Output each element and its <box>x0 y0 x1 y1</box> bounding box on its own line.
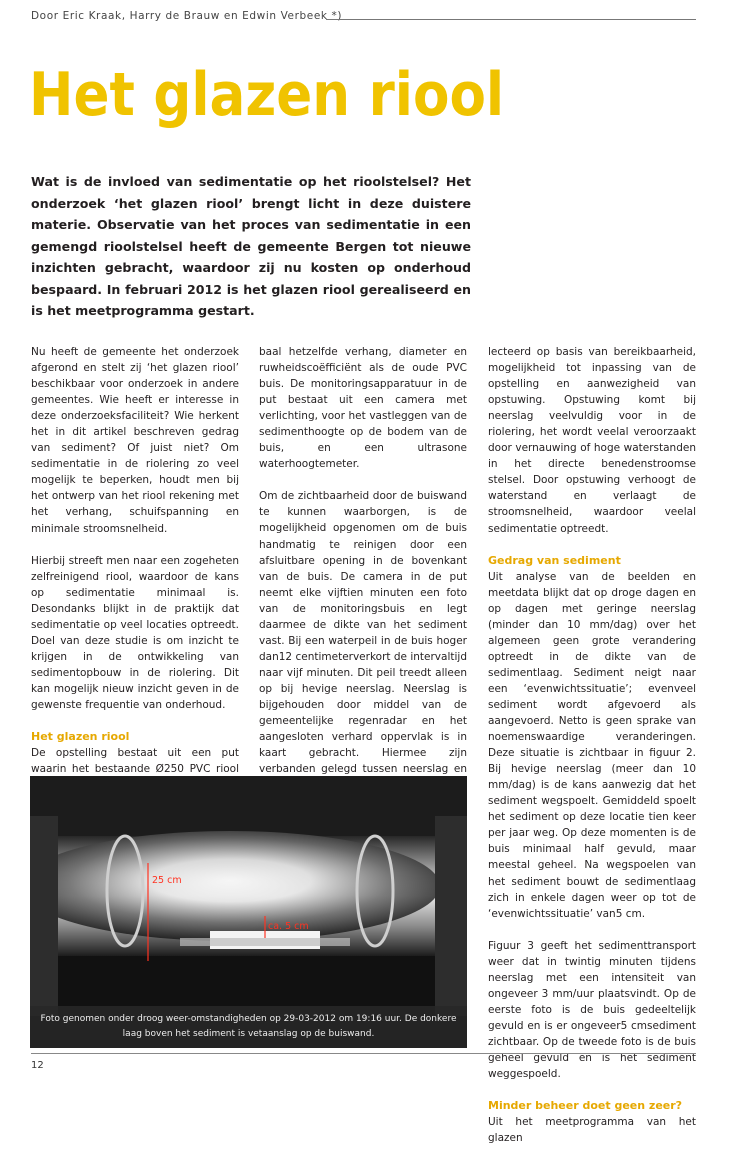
header-rule <box>326 19 696 20</box>
subheading: Minder beheer doet geen zeer? <box>488 1099 683 1113</box>
footer-rule <box>31 1053 696 1054</box>
pipe-photo <box>30 776 467 1048</box>
paragraph: Om de zichtbaarheid door de buiswand te kunnen waarborgen, is de mogelijkheid opgenomen om de buis handmatig te reinigen door een afsluitbare opening in de bovenkant van de buis. De camera in de put neemt elke vijftien minuten een foto van de monitoringsbuis en legt daarmee de dikte van het sediment vast. Bij een waterpeil in de buis hoger dan12 centimeterverkort de intervaltijd naar vijf minuten. Dit peil treedt alleen op bij hevige neerslag. Neerslag is bijgehouden door middel van de gemeentelijke regenradar en het aangesloten verhard oppervlak is in kaart gebracht. Hiermee zijn verbanden gelegd tussen neerslag en <box>259 490 467 776</box>
measurement-label-25cm: 25 cm <box>152 875 182 886</box>
page-number: 12 <box>31 1060 44 1071</box>
subheading: Gedrag van sediment <box>488 553 621 567</box>
text-column-1 <box>31 344 239 841</box>
paragraph: Uit het meetprogramma van het glazen <box>488 1116 696 1145</box>
article-title: Het glazen riool <box>29 60 505 130</box>
paragraph: Nu heeft de gemeente het onderzoek afgerond en stelt zij ‘het glazen riool’ beschikbaar voor onderzoek in andere gemeentes. Wie heeft er interesse in deze onderzoeksfaciliteit? Wie herkent het in dit artikel beschreven gedrag van sediment? Of juist niet? Om sedimentatie in de riolering zo veel mogelijk te beperken, houdt men bij het ontwerp van het riool rekening met het verhang, schuifspanning en minimale stroomsnelheid. <box>31 346 239 535</box>
article-intro: Wat is de invloed van sedimentatie op het rioolstelsel? Het onderzoek ‘het glazen riool’ brengt licht in deze duistere materie. Observatie van het proces van sedimentatie in een gemengd rioolstelsel heeft de gemeente Bergen tot nieuwe inzichten gebracht, waardoor zij nu kosten op onderhoud bespaard. In februari 2012 is het glazen riool gerealiseerd en is het meetprogramma gestart. <box>31 174 471 318</box>
paragraph: baal hetzelfde verhang, diameter en ruwheidscoëfficiënt als de oude PVC buis. De monitoringsapparatuur in de put bestaat uit een camera met verlichting, voor het vastleggen van de sedimenthoogte op de bodem van de buis, en een ultrasone waterhoogtemeter. <box>259 346 467 471</box>
author-line: Door Eric Kraak, Harry de Brauw en Edwin Verbeek *) <box>31 10 343 22</box>
paragraph: Figuur 3 geeft het sedimenttransport weer dat in twintig minuten tijdens neerslag met een intensiteit van ongeveer 3 mm/uur plaatsvindt. Op de eerste foto is de buis gedeeltelijk gevuld en is er ongeveer5 cmsediment zichtbaar. Op de tweede foto is de buis geheel gevuld en is het sediment weggespoeld. <box>488 939 696 1081</box>
paragraph: Hierbij streeft men naar een zogeheten zelfreinigend riool, waardoor de kans op sedimentatie minimaal is. Desondanks blijkt in de praktijk dat sedimentatie op veel locaties optreedt. Doel van deze studie is om inzicht te krijgen in de ontwikkeling van sedimentopbouw in de riolering. Dit kan mogelijk nieuw inzicht geven in de gewenste frequentie van onderhoud. <box>31 554 239 711</box>
paragraph: lecteerd op basis van bereikbaarheid, mogelijkheid tot inpassing van de opstelling en aanwezigheid van opstuwing. Opstuwing komt bij neerslag veelvuldig voor in de riolering, het wordt veelal veroorzaakt door vernauwing of hoge waterstanden in het directe benedenstroomse stelsel. Door opstuwing verhoogt de waterstand en verlaagt de stroomsnelheid, waardoor veelal sedimentatie optreedt. <box>488 346 696 535</box>
paragraph: Uit analyse van de beelden en meetdata blijkt dat op droge dagen en op dagen met geringe neerslag (minder dan 10 mm/dag) over het algemeen geen grote verandering optreedt in de dikte van de sedimentlaag. Sediment neigt naar een ‘evenwichtssituatie’; evenveel sediment wordt afgevoerd als aangevoerd. Netto is geen sprake van noemenswaardige veranderingen. Deze situatie is zichtbaar in figuur 2. Bij hevige neerslag (meer dan 10 mm/dag) is de kans aanwezig dat het sediment wegspoelt. Gemiddeld spoelt het sediment op deze locatie tien keer per jaar weg. Op deze momenten is de buis minimaal half gevuld, maar meestal geheel. Na wegspoelen van het sediment bouwt de sedimentlaag zich in enkele dagen weer op tot de ‘evenwichtssituatie’ van5 cm. <box>488 570 696 920</box>
measurement-label-5cm: ca. 5 cm <box>268 921 309 932</box>
subheading: Het glazen riool <box>31 730 130 744</box>
paragraph: De opstelling bestaat uit een put waarin het bestaande Ø250 PVC riool <box>31 747 239 776</box>
photo-caption: Foto genomen onder droog weer-omstandigheden op 29-03-2012 om 19:16 uur. De donkere laag boven het sediment is vetaanslag op de buiswand. <box>30 1006 467 1048</box>
text-column-3 <box>488 344 696 1162</box>
